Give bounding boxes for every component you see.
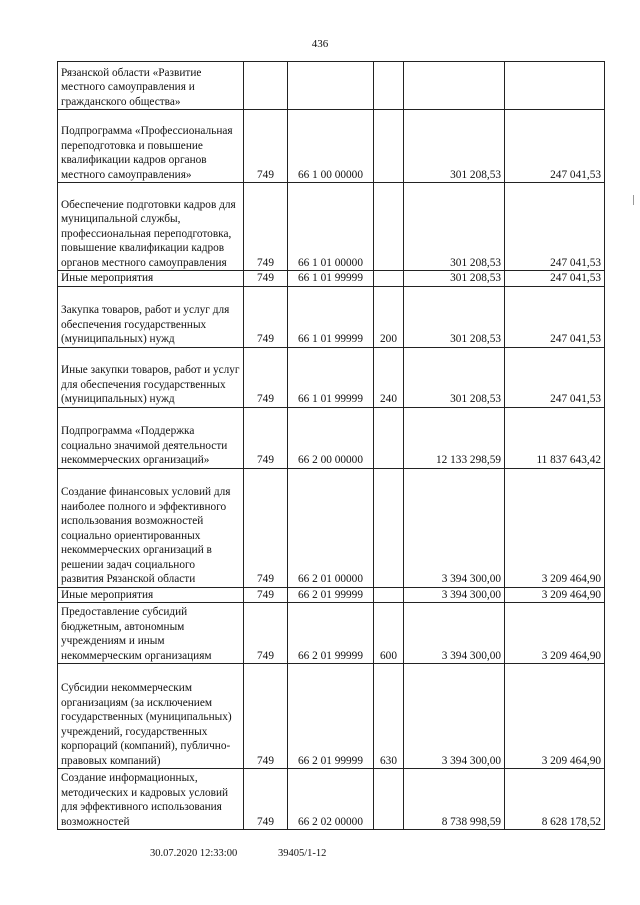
table-row bbox=[58, 286, 605, 347]
row-name: Закупка товаров, работ и услуг для обеспечения государственных (муниципальных) нужд bbox=[58, 286, 244, 347]
row-sum-plan: 3 394 300,00 bbox=[404, 587, 505, 603]
row-sum-plan: 3 394 300,00 bbox=[404, 468, 505, 587]
table-row bbox=[58, 407, 605, 468]
page-number: 436 bbox=[311, 38, 329, 50]
footer-document-code: 39405/1-12 bbox=[278, 848, 327, 859]
row-csr: 66 2 01 99999 bbox=[288, 603, 374, 664]
row-ved: 749 bbox=[244, 183, 288, 271]
row-sum-actual: 247 041,53 bbox=[505, 271, 605, 287]
row-name: Создание информационных, методических и кадровых условий для эффективного использования возможностей bbox=[58, 769, 244, 830]
row-vr: 600 bbox=[374, 603, 404, 664]
row-vr bbox=[374, 468, 404, 587]
row-ved: 749 bbox=[244, 603, 288, 664]
row-name: Иные закупки товаров, работ и услуг для обеспечения государственных (муниципальных) нужд bbox=[58, 347, 244, 407]
row-name: Подпрограмма «Профессиональная переподготовка и повышение квалификации кадров органов местного самоуправления» bbox=[58, 110, 244, 183]
table-row bbox=[58, 110, 605, 183]
budget-table bbox=[57, 61, 605, 830]
row-sum-plan bbox=[404, 62, 505, 110]
row-vr bbox=[374, 183, 404, 271]
table-row bbox=[58, 62, 605, 110]
row-sum-plan: 301 208,53 bbox=[404, 347, 505, 407]
row-sum-actual: 247 041,53 bbox=[505, 347, 605, 407]
row-ved: 749 bbox=[244, 271, 288, 287]
row-sum-plan: 12 133 298,59 bbox=[404, 407, 505, 468]
row-name: Иные мероприятия bbox=[58, 587, 244, 603]
row-vr bbox=[374, 110, 404, 183]
row-csr: 66 2 01 00000 bbox=[288, 468, 374, 587]
footer-date: 30.07.2020 12:33:00 bbox=[150, 848, 238, 859]
budget-table-body bbox=[58, 62, 605, 830]
row-csr: 66 1 01 99999 bbox=[288, 286, 374, 347]
row-sum-plan: 301 208,53 bbox=[404, 183, 505, 271]
row-sum-actual: 3 209 464,90 bbox=[505, 468, 605, 587]
row-ved bbox=[244, 62, 288, 110]
row-vr bbox=[374, 62, 404, 110]
row-sum-actual: 247 041,53 bbox=[505, 183, 605, 271]
table-row bbox=[58, 468, 605, 587]
row-ved: 749 bbox=[244, 468, 288, 587]
row-vr: 200 bbox=[374, 286, 404, 347]
row-vr bbox=[374, 769, 404, 830]
row-vr: 240 bbox=[374, 347, 404, 407]
row-csr: 66 2 00 00000 bbox=[288, 407, 374, 468]
row-vr bbox=[374, 587, 404, 603]
row-csr: 66 2 01 99999 bbox=[288, 587, 374, 603]
row-ved: 749 bbox=[244, 407, 288, 468]
row-name: Субсидии некоммерческим организациям (за исключением государственных (муниципальных) учреждений, государственных корпораций (компаний), публично-правовых компаний) bbox=[58, 664, 244, 769]
row-sum-plan: 301 208,53 bbox=[404, 110, 505, 183]
row-ved: 749 bbox=[244, 664, 288, 769]
row-ved: 749 bbox=[244, 587, 288, 603]
row-name: Рязанской области «Развитие местного самоуправления и гражданского общества» bbox=[58, 62, 244, 110]
row-ved: 749 bbox=[244, 769, 288, 830]
row-sum-actual: 8 628 178,52 bbox=[505, 769, 605, 830]
table-row bbox=[58, 183, 605, 271]
row-ved: 749 bbox=[244, 110, 288, 183]
table-row bbox=[58, 347, 605, 407]
row-sum-actual: 11 837 643,42 bbox=[505, 407, 605, 468]
table-row bbox=[58, 587, 605, 603]
row-csr: 66 1 01 99999 bbox=[288, 347, 374, 407]
row-name: Иные мероприятия bbox=[58, 271, 244, 287]
row-ved: 749 bbox=[244, 286, 288, 347]
row-csr: 66 1 01 00000 bbox=[288, 183, 374, 271]
table-row bbox=[58, 664, 605, 769]
row-sum-plan: 8 738 998,59 bbox=[404, 769, 505, 830]
row-csr: 66 2 02 00000 bbox=[288, 769, 374, 830]
row-sum-actual: 247 041,53 bbox=[505, 286, 605, 347]
row-sum-actual: 3 209 464,90 bbox=[505, 587, 605, 603]
row-csr bbox=[288, 62, 374, 110]
row-name: Создание финансовых условий для наиболее полного и эффективного использования возможностей социально ориентированных некоммерческих организаций в решении задач социального развития Рязанской области bbox=[58, 468, 244, 587]
row-csr: 66 1 00 00000 bbox=[288, 110, 374, 183]
row-csr: 66 1 01 99999 bbox=[288, 271, 374, 287]
row-vr bbox=[374, 407, 404, 468]
row-sum-actual: 247 041,53 bbox=[505, 110, 605, 183]
row-vr bbox=[374, 271, 404, 287]
table-row bbox=[58, 271, 605, 287]
scan-margin-mark bbox=[633, 195, 634, 205]
row-ved: 749 bbox=[244, 347, 288, 407]
table-row bbox=[58, 769, 605, 830]
row-sum-actual: 3 209 464,90 bbox=[505, 664, 605, 769]
table-row bbox=[58, 603, 605, 664]
row-name: Подпрограмма «Поддержка социально значимой деятельности некоммерческих организаций» bbox=[58, 407, 244, 468]
row-sum-plan: 301 208,53 bbox=[404, 286, 505, 347]
row-csr: 66 2 01 99999 bbox=[288, 664, 374, 769]
row-sum-plan: 3 394 300,00 bbox=[404, 664, 505, 769]
row-name: Обеспечение подготовки кадров для муниципальной службы, профессиональная переподготовка, повышение квалификации кадров органов местного самоуправления bbox=[58, 183, 244, 271]
row-sum-actual: 3 209 464,90 bbox=[505, 603, 605, 664]
row-sum-plan: 3 394 300,00 bbox=[404, 603, 505, 664]
row-sum-plan: 301 208,53 bbox=[404, 271, 505, 287]
row-vr: 630 bbox=[374, 664, 404, 769]
row-name: Предоставление субсидий бюджетным, автономным учреждениям и иным некоммерческим организациям bbox=[58, 603, 244, 664]
row-sum-actual bbox=[505, 62, 605, 110]
